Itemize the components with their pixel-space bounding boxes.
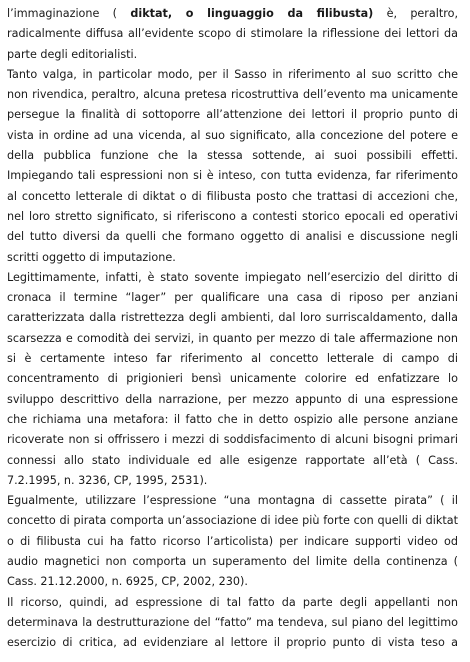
- text-span: scarsezza e comodità dei servizi, in quanto per mezzo di tale affermazione non: [7, 331, 458, 345]
- text-line: [7, 613, 458, 633]
- text-span: Legittimamente, infatti, è stato sovente impiegato nell’esercizio del diritto di: [7, 270, 458, 284]
- text-line: [7, 532, 458, 552]
- text-span: concetto di pirata comporta un’associazione di idee più forte con quelli di diktat: [7, 514, 458, 528]
- text-line: [7, 593, 458, 613]
- text-line: [7, 126, 458, 146]
- text-span: parte degli editorialisti.: [7, 47, 138, 61]
- text-line: [7, 329, 458, 349]
- paragraph: [7, 268, 458, 491]
- text-span: sviluppo descrittivo della narrazione, per mezzo appunto di una espressione: [7, 392, 458, 406]
- text-span: vista in ordine ad una vicenda, al suo significato, alla concezione del potere e: [7, 128, 458, 142]
- text-span: ricoverate non si offrissero i mezzi di soddisfacimento di alcuni bisogni primari: [7, 433, 458, 447]
- text-line: [7, 85, 458, 105]
- text-line: [7, 105, 458, 125]
- paragraph: [7, 491, 458, 592]
- text-line: [7, 369, 458, 389]
- paragraph: [7, 65, 458, 268]
- text-span: connessi allo stato individuale ed alle esigenze rapportate all’età ( Cass.: [7, 453, 458, 467]
- text-line: [7, 65, 458, 85]
- text-line: [7, 24, 458, 44]
- text-span: nel loro stretto significato, si riferiscono a contesti storico epocali ed operativi: [7, 209, 458, 223]
- text-span: l’immaginazione (: [7, 7, 131, 20]
- text-line: [7, 410, 458, 430]
- text-line: [7, 390, 458, 410]
- text-line: [7, 248, 458, 268]
- text-line: [7, 187, 458, 207]
- text-span: esercizio di critica, ad evidenziare al lettore il proprio punto di vista teso a: [7, 636, 458, 650]
- bold-text-span: diktat, o linguaggio da filibusta): [130, 7, 374, 20]
- text-line: [7, 207, 458, 227]
- text-line: [7, 430, 458, 450]
- text-span: caratterizzata dalla ristrettezza degli ambienti, dal loro surriscaldamento, dalla: [7, 311, 458, 325]
- text-line: [7, 471, 458, 491]
- text-line: [7, 146, 458, 166]
- text-span: determinava la destrutturazione del “fatto” ma tendeva, sul piano del legittimo: [7, 615, 458, 629]
- text-line: [7, 288, 458, 308]
- text-span: si è certamente inteso far riferimento al concetto letterale di campo di: [7, 352, 458, 366]
- paragraph: [7, 4, 458, 65]
- text-line: [7, 308, 458, 328]
- text-line: [7, 45, 458, 65]
- text-line: [7, 4, 458, 24]
- text-line: [7, 451, 458, 471]
- text-span: Impiegando tali espressioni non si è inteso, con tutta evidenza, far riferimento: [7, 169, 458, 183]
- text-span: 7.2.1995, n. 3236, CP, 1995, 2531).: [7, 473, 208, 487]
- text-span: concentramento di prigionieri bensì unicamente colorire ed enfatizzare lo: [7, 372, 458, 386]
- text-line: [7, 572, 458, 592]
- text-line: [7, 227, 458, 247]
- text-span: radicalmente diffusa all’evidente scopo di stimolare la riflessione dei lettori da: [7, 27, 458, 41]
- text-span: Tanto valga, in particolar modo, per il Sasso in riferimento al suo scritto che: [7, 67, 458, 81]
- text-line: [7, 268, 458, 288]
- text-span: Cass. 21.12.2000, n. 6925, CP, 2002, 230).: [7, 575, 248, 589]
- text-span: al concetto letterale di diktat o di filibusta posto che trattasi di accezioni che,: [7, 189, 458, 203]
- text-span: non rivendica, peraltro, alcuna pretesa ricostruttiva dell’evento ma unicamente: [7, 88, 458, 102]
- text-span: Egualmente, utilizzare l’espressione “una montagna di cassette pirata” ( il: [7, 494, 458, 508]
- text-span: della pubblica funzione che la stessa sottende, ai suoi possibili effetti.: [7, 149, 458, 163]
- text-span: che richiama una metafora: il fatto che in detto ospizio alle persone anziane: [7, 412, 458, 426]
- text-span: cronaca il termine “lager” per qualificare una casa di riposo per anziani: [7, 291, 458, 305]
- text-span: Il ricorso, quindi, ad espressione di tal fatto da parte degli appellanti non: [7, 595, 458, 609]
- text-line: [7, 349, 458, 369]
- text-span: audio magnetici non comporta un superamento del limite della continenza (: [7, 555, 458, 569]
- paragraph: [7, 593, 458, 654]
- text-span: o di filibusta cui ha fatto ricorso l’articolista) per indicare supporti video od: [7, 534, 458, 548]
- text-line: [7, 552, 458, 572]
- text-span: è, peraltro,: [373, 7, 458, 20]
- text-span: scritti oggetto di imputazione.: [7, 250, 176, 264]
- text-line: [7, 633, 458, 653]
- text-span: persegue la finalità di sottoporre all’attenzione dei lettori il proprio punto di: [7, 108, 458, 122]
- text-line: [7, 511, 458, 531]
- text-line: [7, 491, 458, 511]
- text-line: [7, 166, 458, 186]
- text-span: del tutto diversi da quelli che formano oggetto di analisi e discussione negli: [7, 230, 458, 244]
